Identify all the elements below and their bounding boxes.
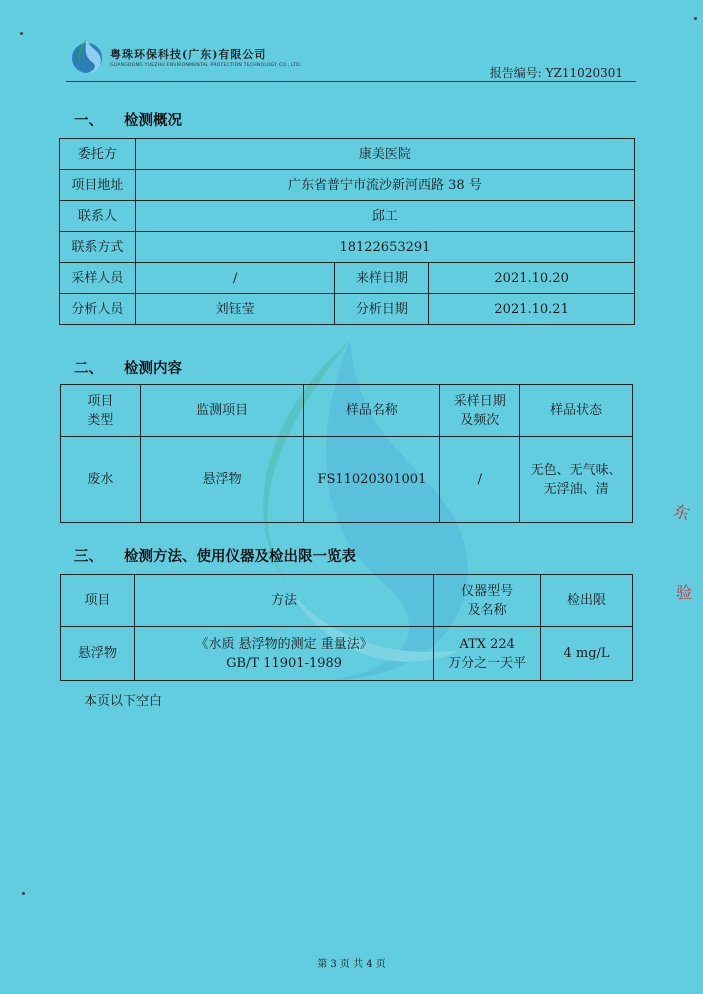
table-header-row (61, 385, 633, 437)
header-item: 监测项目 (140, 385, 304, 437)
analyst-value: 刘钰莹 (135, 294, 335, 325)
address-value: 广东省普宁市流沙新河西路 38 号 (135, 170, 634, 201)
phone-value: 18122653291 (135, 232, 634, 263)
header-limit: 检出限 (541, 575, 633, 627)
row-state: 无色、无气味、 无浮油、清 (520, 437, 633, 523)
test-content-table (60, 384, 633, 523)
client-label: 委托方 (60, 139, 136, 170)
row-item: 悬浮物 (140, 437, 304, 523)
overview-table (59, 138, 635, 325)
table-row (61, 437, 633, 523)
section-3-heading (74, 545, 356, 566)
sampler-value: / (135, 263, 335, 294)
section-3-title: 检测方法、使用仪器及检出限一览表 (124, 549, 356, 565)
header-instrument: 仪器型号 及名称 (434, 575, 541, 627)
company-name-cn: 粤珠环保科技(广东)有限公司 (110, 48, 267, 61)
row-limit: 4 mg/L (541, 627, 633, 681)
analysis-date-value: 2021.10.21 (429, 294, 635, 325)
contact-label: 联系人 (60, 201, 136, 232)
method-table (60, 574, 633, 681)
row-frequency: / (440, 437, 520, 523)
analyst-label: 分析人员 (60, 294, 136, 325)
table-row (60, 232, 635, 263)
scan-mark (22, 892, 25, 895)
contact-value: 邱工 (135, 201, 634, 232)
scan-mark (694, 17, 697, 20)
client-value: 康美医院 (135, 139, 634, 170)
report-number: 报告编号: YZ11020301 (489, 66, 623, 80)
table-header-row (61, 575, 633, 627)
header-state: 样品状态 (520, 385, 633, 437)
phone-label: 联系方式 (60, 232, 136, 263)
table-row (60, 139, 635, 170)
table-row (60, 263, 635, 294)
sampler-label: 采样人员 (60, 263, 136, 294)
section-1-title: 检测概况 (124, 113, 182, 129)
row-type: 废水 (61, 437, 141, 523)
row-instrument: ATX 224 万分之一天平 (434, 627, 541, 681)
table-row (60, 201, 635, 232)
section-2-title: 检测内容 (124, 361, 182, 377)
section-3-number: 三、 (74, 549, 103, 565)
address-label: 项目地址 (60, 170, 136, 201)
section-1-heading (74, 109, 182, 130)
section-1-number: 一、 (74, 113, 103, 129)
blank-below-note: 本页以下空白 (84, 694, 163, 709)
table-row (60, 294, 635, 325)
page-footer: 第 3 页 共 4 页 (317, 959, 386, 970)
table-row (60, 170, 635, 201)
section-2-heading (74, 357, 182, 378)
sample-date-label: 来样日期 (335, 263, 429, 294)
section-2-number: 二、 (74, 361, 103, 377)
sample-date-value: 2021.10.20 (429, 263, 635, 294)
row-sample-name: FS11020301001 (304, 437, 440, 523)
header-frequency: 采样日期 及频次 (440, 385, 520, 437)
header-method: 方法 (134, 575, 433, 627)
scan-mark (20, 32, 23, 35)
table-row (61, 627, 633, 681)
header-divider (66, 81, 636, 82)
header-type: 项目 类型 (61, 385, 141, 437)
header-sample-name: 样品名称 (304, 385, 440, 437)
row-item: 悬浮物 (61, 627, 135, 681)
red-stamp-fragment: 东 验 (670, 500, 693, 602)
analysis-date-label: 分析日期 (335, 294, 429, 325)
header-item: 项目 (61, 575, 135, 627)
company-logo-icon (70, 36, 104, 76)
company-name-en: GUANGDONG YUEZHU ENVIRONMENTAL PROTECTION TECHNOLOGY CO., LTD. (110, 63, 302, 68)
row-method: 《水质 悬浮物的测定 重量法》 GB/T 11901-1989 (134, 627, 433, 681)
